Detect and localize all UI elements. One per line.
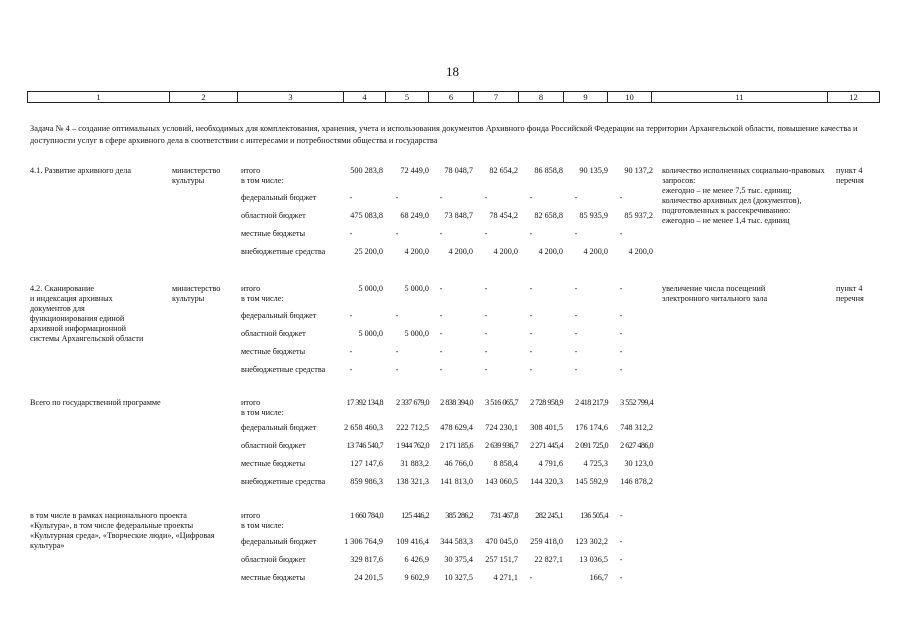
amount-value: 46 766,0 xyxy=(444,459,473,468)
funding-source-label: областной бюджет xyxy=(241,329,306,338)
amount-value: 24 201,5 xyxy=(354,573,383,582)
funding-source-label: внебюджетные средства xyxy=(241,365,326,374)
amount-value: 5 000,0 xyxy=(404,284,429,293)
column-number-cell: 6 xyxy=(429,92,474,103)
amount-value: 86 858,8 xyxy=(534,166,563,175)
activity-title: 4.2. Сканирование и индексация архивных документов для функционирования единой архивной информационной системы Архангельской области xyxy=(30,284,144,343)
amount-value: 13 746 540,7 xyxy=(346,441,383,450)
amount-value: - xyxy=(574,365,578,374)
amount-value: - xyxy=(529,311,533,320)
amount-value: - xyxy=(529,284,533,293)
amount-value: - xyxy=(574,311,578,320)
amount-value: 2 091 725,0 xyxy=(575,441,608,450)
amount-value: - xyxy=(529,347,533,356)
amount-value: 500 283,8 xyxy=(350,166,383,175)
amount-value: - xyxy=(484,329,488,338)
amount-value: 2 418 217,9 xyxy=(575,398,608,407)
amount-value: 748 312,2 xyxy=(620,423,653,432)
column-number-cell: 11 xyxy=(652,92,828,103)
column-number-cell: 8 xyxy=(519,92,564,103)
list-reference: пункт 4 перечня xyxy=(836,284,864,303)
amount-value: - xyxy=(395,229,399,238)
amount-value: 478 629,4 xyxy=(440,423,473,432)
column-number-cell: 5 xyxy=(386,92,429,103)
amount-value: 1 306 764,9 xyxy=(344,537,383,546)
funding-source-label: местные бюджеты xyxy=(241,573,306,582)
amount-value: 143 060,5 xyxy=(485,477,518,486)
amount-value: - xyxy=(484,229,488,238)
responsible-executor: министерство культуры xyxy=(172,166,221,185)
amount-value: 5 000,0 xyxy=(358,329,383,338)
activity-title: 4.1. Развитие архивного дела xyxy=(30,166,131,175)
amount-value: - xyxy=(619,329,623,338)
amount-value: - xyxy=(619,193,623,202)
amount-value: 78 048,7 xyxy=(444,166,473,175)
responsible-executor: министерство культуры xyxy=(172,284,221,303)
amount-value: - xyxy=(439,193,443,202)
amount-value: 176 174,6 xyxy=(575,423,608,432)
amount-value: 3 552 799,4 xyxy=(620,398,653,407)
amount-value: - xyxy=(619,311,623,320)
amount-value: 22 827,1 xyxy=(534,555,563,564)
amount-value: 5 000,0 xyxy=(358,284,383,293)
amount-value: 329 817,6 xyxy=(350,555,383,564)
target-indicator: увеличение числа посещений электронного читального зала xyxy=(662,284,768,303)
amount-value: 6 426,9 xyxy=(404,555,429,564)
amount-value: - xyxy=(574,284,578,293)
funding-source-label: итого в том числе: xyxy=(241,166,284,185)
amount-value: - xyxy=(529,193,533,202)
activity-title: Всего по государственной программе xyxy=(30,398,161,407)
amount-value: - xyxy=(574,229,578,238)
amount-value: - xyxy=(529,229,533,238)
amount-value: - xyxy=(619,555,623,564)
amount-value: - xyxy=(349,365,353,374)
funding-source-label: местные бюджеты xyxy=(241,347,306,356)
amount-value: 25 200,0 xyxy=(354,247,383,256)
amount-value: 141 813,0 xyxy=(440,477,473,486)
amount-value: 4 200,0 xyxy=(583,247,608,256)
amount-value: - xyxy=(619,229,623,238)
amount-value: - xyxy=(395,365,399,374)
funding-source-label: внебюджетные средства xyxy=(241,247,326,256)
amount-value: 146 878,2 xyxy=(620,477,653,486)
amount-value: - xyxy=(574,193,578,202)
amount-value: - xyxy=(619,511,623,520)
amount-value: 4 200,0 xyxy=(493,247,518,256)
amount-value: 136 505,4 xyxy=(580,511,608,520)
amount-value: - xyxy=(619,347,623,356)
funding-source-label: федеральный бюджет xyxy=(241,193,317,202)
amount-value: - xyxy=(395,311,399,320)
funding-source-label: федеральный бюджет xyxy=(241,537,317,546)
list-reference: пункт 4 перечня xyxy=(836,166,864,185)
funding-source-label: итого в том числе: xyxy=(241,284,284,303)
amount-value: - xyxy=(439,347,443,356)
amount-value: 144 320,3 xyxy=(530,477,563,486)
amount-value: 90 137,2 xyxy=(624,166,653,175)
column-number-cell: 3 xyxy=(238,92,344,103)
funding-source-label: местные бюджеты xyxy=(241,229,306,238)
amount-value: - xyxy=(529,329,533,338)
amount-value: - xyxy=(619,573,623,582)
amount-value: 90 135,9 xyxy=(579,166,608,175)
amount-value: 145 592,9 xyxy=(575,477,608,486)
amount-value: 73 848,7 xyxy=(444,211,473,220)
amount-value: 385 286,2 xyxy=(445,511,473,520)
column-number-cell: 2 xyxy=(170,92,238,103)
page-number: 18 xyxy=(446,64,459,79)
column-number-cell: 12 xyxy=(828,92,880,103)
amount-value: - xyxy=(439,311,443,320)
funding-source-label: внебюджетные средства xyxy=(241,477,326,486)
amount-value: 2 658 460,3 xyxy=(344,423,383,432)
amount-value: 4 200,0 xyxy=(448,247,473,256)
amount-value: 4 725,3 xyxy=(583,459,608,468)
amount-value: - xyxy=(484,311,488,320)
target-indicator: количество исполненных социально-правовых запросов: ежегодно – не менее 7,5 тыс. единиц; количество архивных дел (документов), подготовленных к рассекречиванию: ежегодно – не менее 1,4 тыс. единиц xyxy=(662,166,825,225)
amount-value: 2 271 445,4 xyxy=(530,441,563,450)
amount-value: - xyxy=(349,311,353,320)
funding-source-label: местные бюджеты xyxy=(241,459,306,468)
amount-value: - xyxy=(349,193,353,202)
amount-value: 4 200,0 xyxy=(538,247,563,256)
amount-value: 109 416,4 xyxy=(396,537,429,546)
amount-value: 5 000,0 xyxy=(404,329,429,338)
activity-title: в том числе в рамках национального проекта «Культура», в том числе федеральные проекты «Культурная среда», «Творческие люди», «Цифровая культура» xyxy=(30,511,215,550)
amount-value: 470 045,0 xyxy=(485,537,518,546)
amount-value: 1 944 762,0 xyxy=(396,441,429,450)
amount-value: - xyxy=(619,365,623,374)
amount-value: - xyxy=(529,573,533,582)
amount-value: 731 467,8 xyxy=(490,511,518,520)
amount-value: 859 986,3 xyxy=(350,477,383,486)
amount-value: 2 171 185,6 xyxy=(440,441,473,450)
column-number-cell: 4 xyxy=(344,92,386,103)
amount-value: - xyxy=(439,365,443,374)
amount-value: 2 627 486,0 xyxy=(620,441,653,450)
amount-value: 308 401,5 xyxy=(530,423,563,432)
amount-value: 724 230,1 xyxy=(485,423,518,432)
column-number-header xyxy=(27,91,880,103)
amount-value: 4 791,6 xyxy=(538,459,563,468)
amount-value: - xyxy=(439,229,443,238)
amount-value: 68 249,0 xyxy=(400,211,429,220)
amount-value: 344 583,3 xyxy=(440,537,473,546)
amount-value: 13 036,5 xyxy=(579,555,608,564)
amount-value: 3 516 065,7 xyxy=(485,398,518,407)
task-heading: Задача № 4 – создание оптимальных условий, необходимых для комплектования, хранения, учета и использования документов Архивного фонда Российской Федерации на территории Архангельской области, повышение качества и доступности услуг в сфере архивного дела в соответствии с интересами и потребностями общества и государства xyxy=(30,124,858,145)
amount-value: - xyxy=(574,347,578,356)
amount-value: 257 151,7 xyxy=(485,555,518,564)
funding-source-label: федеральный бюджет xyxy=(241,311,317,320)
amount-value: 17 392 134,8 xyxy=(346,398,383,407)
amount-value: - xyxy=(484,284,488,293)
amount-value: - xyxy=(439,284,443,293)
amount-value: - xyxy=(484,193,488,202)
amount-value: 475 083,8 xyxy=(350,211,383,220)
amount-value: 166,7 xyxy=(589,573,608,582)
amount-value: 259 418,0 xyxy=(530,537,563,546)
funding-source-label: итого в том числе: xyxy=(241,511,284,530)
amount-value: 85 937,2 xyxy=(624,211,653,220)
amount-value: 127 147,6 xyxy=(350,459,383,468)
amount-value: 1 660 784,0 xyxy=(350,511,383,520)
amount-value: - xyxy=(395,347,399,356)
amount-value: 2 639 936,7 xyxy=(485,441,518,450)
amount-value: - xyxy=(395,193,399,202)
amount-value: 2 838 394,0 xyxy=(440,398,473,407)
amount-value: 2 728 958,9 xyxy=(530,398,563,407)
amount-value: 2 337 679,0 xyxy=(396,398,429,407)
amount-value: 282 245,1 xyxy=(535,511,563,520)
column-number-cell: 7 xyxy=(474,92,519,103)
amount-value: 138 321,3 xyxy=(396,477,429,486)
column-number-cell: 1 xyxy=(28,92,170,103)
amount-value: 4 200,0 xyxy=(404,247,429,256)
amount-value: 125 446,2 xyxy=(401,511,429,520)
amount-value: 30 123,0 xyxy=(624,459,653,468)
amount-value: - xyxy=(574,329,578,338)
amount-value: 9 602,9 xyxy=(404,573,429,582)
amount-value: 78 454,2 xyxy=(489,211,518,220)
amount-value: 123 302,2 xyxy=(575,537,608,546)
funding-source-label: областной бюджет xyxy=(241,555,306,564)
amount-value: - xyxy=(619,284,623,293)
funding-source-label: итого в том числе: xyxy=(241,398,284,417)
amount-value: - xyxy=(439,329,443,338)
amount-value: 72 449,0 xyxy=(400,166,429,175)
amount-value: - xyxy=(349,229,353,238)
amount-value: - xyxy=(484,365,488,374)
amount-value: 82 658,8 xyxy=(534,211,563,220)
amount-value: - xyxy=(484,347,488,356)
amount-value: - xyxy=(349,347,353,356)
amount-value: 85 935,9 xyxy=(579,211,608,220)
funding-source-label: областной бюджет xyxy=(241,211,306,220)
amount-value: 4 271,1 xyxy=(493,573,518,582)
amount-value: - xyxy=(619,537,623,546)
amount-value: 82 654,2 xyxy=(489,166,518,175)
amount-value: 31 883,2 xyxy=(400,459,429,468)
column-number-cell: 9 xyxy=(564,92,608,103)
amount-value: 8 858,4 xyxy=(493,459,518,468)
amount-value: - xyxy=(529,365,533,374)
amount-value: 4 200,0 xyxy=(628,247,653,256)
funding-source-label: федеральный бюджет xyxy=(241,423,317,432)
amount-value: 222 712,5 xyxy=(396,423,429,432)
amount-value: 10 327,5 xyxy=(444,573,473,582)
funding-source-label: областной бюджет xyxy=(241,441,306,450)
amount-value: 30 375,4 xyxy=(444,555,473,564)
column-number-cell: 10 xyxy=(608,92,652,103)
